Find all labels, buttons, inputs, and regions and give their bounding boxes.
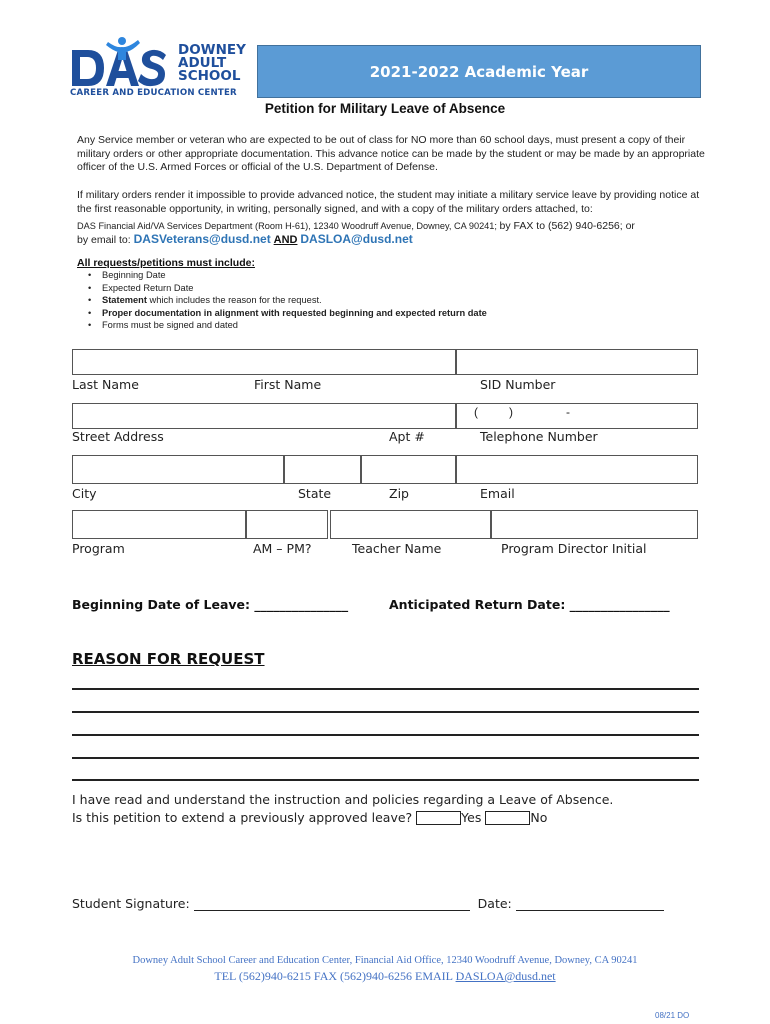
telephone-label: Telephone Number (480, 429, 598, 444)
city-label: City (72, 486, 97, 501)
fax-text: by FAX to (562) 940-6256; or (499, 220, 635, 232)
state-label: State (298, 486, 332, 501)
no-checkbox[interactable] (485, 811, 530, 825)
reason-line-5[interactable] (72, 779, 699, 781)
program-director-label: Program Director Initial (501, 541, 647, 556)
address-text: DAS Financial Aid/VA Services Department (Room H-61), 12340 Woodruff Avenue, Downey, CA 90241; (77, 221, 497, 231)
state-input[interactable] (284, 455, 361, 484)
document-code: 08/21 DO (655, 1011, 690, 1020)
email-input[interactable] (456, 455, 698, 484)
apt-label: Apt # (389, 429, 425, 444)
first-name-label: First Name (254, 377, 322, 392)
logo-wordmark (178, 44, 246, 83)
street-address-label: Street Address (72, 429, 164, 444)
extension-question (72, 810, 547, 825)
email-prefix: by email to: (77, 234, 131, 246)
return-date-field[interactable]: Anticipated Return Date: ________________ (389, 597, 670, 612)
academic-year-banner: 2021-2022 Academic Year (257, 45, 701, 98)
city-input[interactable] (72, 455, 284, 484)
logo-line-school: SCHOOL (178, 68, 241, 84)
student-signature-field[interactable] (194, 897, 470, 911)
email-line (77, 232, 413, 246)
school-logo (70, 36, 180, 90)
and-text: AND (273, 234, 298, 246)
intro-paragraph-2: If military orders render it impossible to provide advanced notice, the student may initiate a military service leave by providing notice at the first reasonable opportunity, in writing, personally signed, and with a copy of the military orders attached, to: (77, 189, 700, 215)
program-input[interactable] (72, 510, 246, 539)
am-pm-input[interactable] (246, 510, 328, 539)
das-logo-graphic (70, 36, 180, 90)
beginning-date-field[interactable]: Beginning Date of Leave: _______________ (72, 597, 349, 612)
program-label: Program (72, 541, 125, 556)
email-label: Email (480, 486, 515, 501)
requirements-heading: All requests/petitions must include: (77, 257, 255, 269)
yes-checkbox[interactable] (416, 811, 461, 825)
intro-paragraph-1: Any Service member or veteran who are expected to be out of class for NO more than 60 school days, must present a copy of their military orders or other appropriate documentation. This advance notice can be made by the student or may be made by an appropriate officer of the U.S. Armed Forces or official of the U.S. Department of Defense. (77, 134, 705, 173)
list-item: • Expected Return Date (88, 282, 487, 295)
phone-dash: - (566, 405, 570, 419)
phone-area-close: ) (509, 405, 513, 419)
reason-line-1[interactable] (72, 688, 699, 690)
sid-number-input[interactable] (456, 349, 698, 375)
requirements-list (88, 269, 487, 332)
signature-row (72, 896, 664, 911)
zip-input[interactable] (361, 455, 456, 484)
logo-line-downey: DOWNEY (178, 42, 246, 58)
no-label: No (530, 810, 548, 825)
student-signature-label: Student Signature: (72, 896, 190, 911)
signature-date-label: Date: (477, 896, 512, 911)
street-address-input[interactable] (72, 403, 456, 429)
sid-number-label: SID Number (480, 377, 556, 392)
footer-phone-fax: TEL (562)940-6215 FAX (562)940-6256 EMAIL (214, 969, 453, 983)
teacher-name-label: Teacher Name (352, 541, 442, 556)
acknowledgement-statement: I have read and understand the instruction and policies regarding a Leave of Absence. (72, 792, 614, 807)
veterans-email-link[interactable]: DASVeterans@dusd.net (133, 232, 271, 246)
list-item: • Beginning Date (88, 269, 487, 282)
yes-label: Yes (461, 810, 482, 825)
logo-line-adult: ADULT (178, 55, 227, 71)
am-pm-label: AM – PM? (253, 541, 312, 556)
telephone-input[interactable] (456, 403, 698, 429)
address-line (77, 220, 635, 232)
footer-address: Downey Adult School Career and Education Center, Financial Aid Office, 12340 Woodruff Avenue, Downey, CA 90241 (132, 955, 638, 966)
reason-line-2[interactable] (72, 711, 699, 713)
page-title: Petition for Military Leave of Absence (264, 101, 506, 116)
reason-line-3[interactable] (72, 734, 699, 736)
logo-subtitle: CAREER AND EDUCATION CENTER (70, 88, 237, 98)
list-item: • Proper documentation in alignment with requested beginning and expected return date (88, 307, 487, 320)
list-item: • Statement which includes the reason for the request. (88, 294, 487, 307)
signature-date-field[interactable] (516, 897, 664, 911)
reason-line-4[interactable] (72, 757, 699, 759)
footer-email-link[interactable]: DASLOA@dusd.net (455, 969, 556, 983)
teacher-name-input[interactable] (330, 510, 491, 539)
loa-email-link[interactable]: DASLOA@dusd.net (300, 232, 413, 246)
list-item: • Forms must be signed and dated (88, 319, 487, 332)
reason-heading: REASON FOR REQUEST (72, 650, 265, 668)
program-director-input[interactable] (491, 510, 698, 539)
extension-question-text: Is this petition to extend a previously approved leave? (72, 810, 413, 825)
last-name-label: Last Name (72, 377, 139, 392)
footer-contact (0, 969, 770, 984)
phone-area-open: ( (474, 405, 478, 419)
name-input[interactable] (72, 349, 456, 375)
zip-label: Zip (389, 486, 409, 501)
